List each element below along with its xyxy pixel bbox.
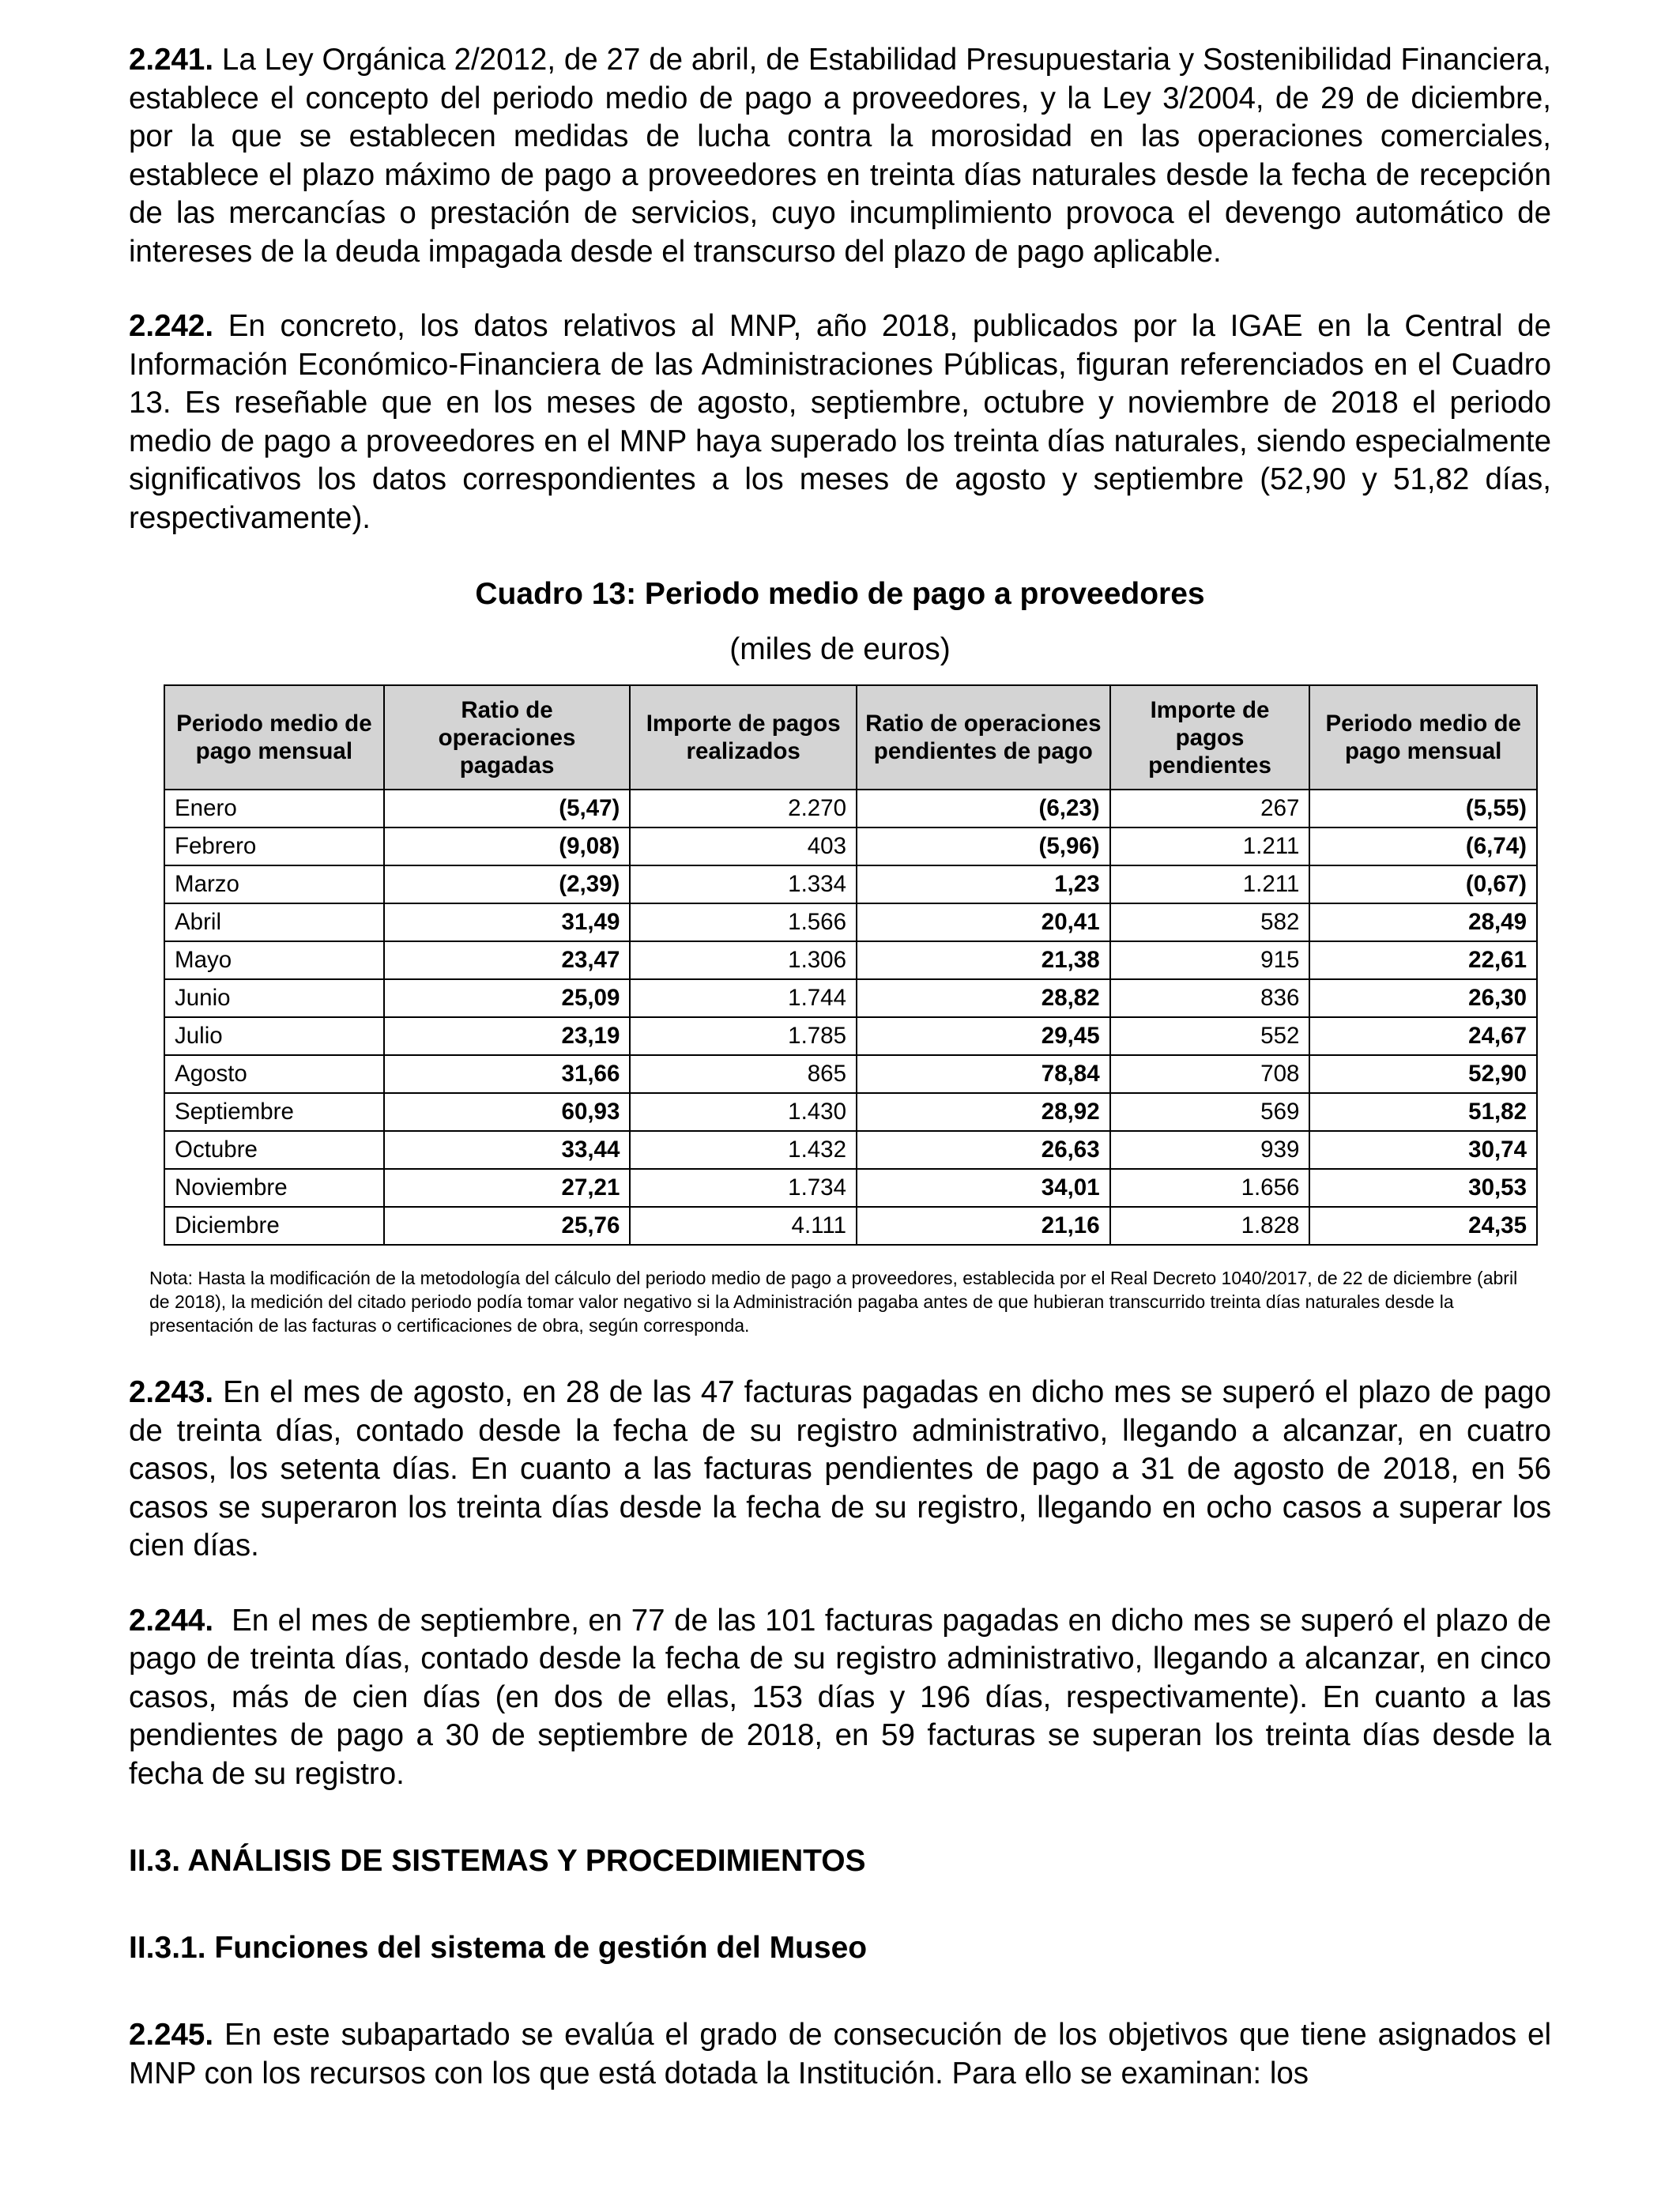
paragraph-2-241 xyxy=(129,41,1551,271)
paragraph-text: En el mes de septiembre, en 77 de las 101 facturas pagadas en dicho mes se superó el plazo de pago de treinta días, contado desde la fecha de su registro administrativo, llegando a alcanzar, en cinco casos, más de cien días (en dos de ellas, 153 días y 196 días, respectivamente). En cuanto a las pendientes de pago a 30 de septiembre de 2018, en 59 facturas se superan los treinta días desde la fecha de su registro. xyxy=(129,1603,1551,1791)
value-cell: 31,49 xyxy=(384,903,631,941)
month-cell: Septiembre xyxy=(164,1093,384,1131)
value-cell: 21,16 xyxy=(857,1207,1110,1245)
document-page xyxy=(129,41,1551,2093)
value-cell: 30,53 xyxy=(1309,1169,1537,1207)
table-row xyxy=(164,903,1537,941)
table-row xyxy=(164,941,1537,979)
paragraph-text: En este subapartado se evalúa el grado de consecución de los objetivos que tiene asignados el MNP con los recursos con los que está dotada la Institución. Para ello se examinan: los xyxy=(129,2018,1551,2090)
month-cell: Octubre xyxy=(164,1131,384,1169)
value-cell: 28,82 xyxy=(857,979,1110,1017)
value-cell: 26,30 xyxy=(1309,979,1537,1017)
value-cell: 939 xyxy=(1110,1131,1310,1169)
value-cell: 23,47 xyxy=(384,941,631,979)
paragraph-2-243 xyxy=(129,1374,1551,1566)
table-caption: Cuadro 13: Periodo medio de pago a proveedores xyxy=(475,577,1205,611)
value-cell: (5,55) xyxy=(1309,790,1537,827)
value-cell: 1.430 xyxy=(630,1093,857,1131)
table-note: Nota: Hasta la modificación de la metodología del cálculo del periodo medio de pago a proveedores, establecida por el Real Decreto 1040/2017, de 22 de diciembre (abril de 2018), la medición del citado periodo podía tomar valor negativo si la Administración pagaba antes de que hubieran transcurrido treinta días naturales desde la presentación de las facturas o certificaciones de obra, según corresponda. xyxy=(149,1268,1518,1336)
value-cell: 1.734 xyxy=(630,1169,857,1207)
value-cell: (6,74) xyxy=(1309,827,1537,865)
value-cell: 26,63 xyxy=(857,1131,1110,1169)
value-cell: 22,61 xyxy=(1309,941,1537,979)
table-row xyxy=(164,827,1537,865)
value-cell: 20,41 xyxy=(857,903,1110,941)
column-header: Periodo medio de pago mensual xyxy=(1309,685,1537,790)
month-cell: Febrero xyxy=(164,827,384,865)
value-cell: 4.111 xyxy=(630,1207,857,1245)
value-cell: (0,67) xyxy=(1309,865,1537,903)
value-cell: (9,08) xyxy=(384,827,631,865)
table-body xyxy=(164,790,1537,1245)
value-cell: 52,90 xyxy=(1309,1055,1537,1093)
value-cell: 1.566 xyxy=(630,903,857,941)
value-cell: 403 xyxy=(630,827,857,865)
value-cell: 865 xyxy=(630,1055,857,1093)
value-cell: 267 xyxy=(1110,790,1310,827)
paragraph-text: La Ley Orgánica 2/2012, de 27 de abril, de Estabilidad Presupuestaria y Sostenibilidad Financiera, establece el concepto del periodo medio de pago a proveedores, y la Ley 3/2004, de 29 de diciembre, por la que se establecen medidas de lucha contra la morosidad en las operaciones comerciales, establece el plazo máximo de pago a proveedores en treinta días naturales desde la fecha de recepción de las mercancías o prestación de servicios, cuyo incumplimiento provoca el devengo automático de intereses de la deuda impagada desde el transcurso del plazo de pago aplicable. xyxy=(129,43,1551,269)
value-cell: 569 xyxy=(1110,1093,1310,1131)
table-row xyxy=(164,1055,1537,1093)
paragraph-number: 2.241. xyxy=(129,43,214,77)
paragraph-2-242 xyxy=(129,307,1551,537)
column-header: Importe de pagos realizados xyxy=(630,685,857,790)
value-cell: 1.656 xyxy=(1110,1169,1310,1207)
table-row xyxy=(164,979,1537,1017)
value-cell: 1.211 xyxy=(1110,827,1310,865)
value-cell: (5,47) xyxy=(384,790,631,827)
table-row xyxy=(164,1169,1537,1207)
table-row xyxy=(164,1093,1537,1131)
month-cell: Enero xyxy=(164,790,384,827)
value-cell: 34,01 xyxy=(857,1169,1110,1207)
section-heading: II.3. ANÁLISIS DE SISTEMAS Y PROCEDIMIENTOS xyxy=(129,1844,866,1878)
value-cell: 1.744 xyxy=(630,979,857,1017)
value-cell: (6,23) xyxy=(857,790,1110,827)
value-cell: 915 xyxy=(1110,941,1310,979)
value-cell: 29,45 xyxy=(857,1017,1110,1055)
value-cell: 28,49 xyxy=(1309,903,1537,941)
value-cell: 28,92 xyxy=(857,1093,1110,1131)
paragraph-2-244 xyxy=(129,1602,1551,1794)
paragraph-text: En el mes de agosto, en 28 de las 47 facturas pagadas en dicho mes se superó el plazo de pago de treinta días, contado desde la fecha de su registro administrativo, llegando a alcanzar, en cuatro casos, los setenta días. En cuanto a las facturas pendientes de pago a 31 de agosto de 2018, en 56 casos se superaron los treinta días desde la fecha de su registro, llegando en ocho casos a superar los cien días. xyxy=(129,1375,1552,1563)
column-header: Periodo medio de pago mensual xyxy=(164,685,384,790)
column-header: Ratio de operaciones pendientes de pago xyxy=(857,685,1110,790)
paragraph-number: 2.245. xyxy=(129,2018,214,2052)
value-cell: 1.306 xyxy=(630,941,857,979)
value-cell: 24,35 xyxy=(1309,1207,1537,1245)
table-subcaption: (miles de euros) xyxy=(729,632,951,666)
value-cell: 60,93 xyxy=(384,1093,631,1131)
table-row xyxy=(164,1131,1537,1169)
value-cell: 51,82 xyxy=(1309,1093,1537,1131)
value-cell: 582 xyxy=(1110,903,1310,941)
table-row xyxy=(164,1017,1537,1055)
table-row xyxy=(164,865,1537,903)
table-row xyxy=(164,1207,1537,1245)
value-cell: 31,66 xyxy=(384,1055,631,1093)
paragraph-text: En concreto, los datos relativos al MNP, año 2018, publicados por la IGAE en la Central de Información Económico-Financiera de las Administraciones Públicas, figuran referenciados en el Cuadro 13. Es reseñable que en los meses de agosto, septiembre, octubre y noviembre de 2018 el periodo medio de pago a proveedores en el MNP haya superado los treinta días naturales, siendo especialmente significativos los datos correspondientes a los meses de agosto y septiembre (52,90 y 51,82 días, respectivamente). xyxy=(129,309,1551,535)
paragraph-number: 2.242. xyxy=(129,309,214,343)
value-cell: 30,74 xyxy=(1309,1131,1537,1169)
paragraph-number: 2.244. xyxy=(129,1603,214,1638)
value-cell: 21,38 xyxy=(857,941,1110,979)
value-cell: 1.334 xyxy=(630,865,857,903)
value-cell: 24,67 xyxy=(1309,1017,1537,1055)
month-cell: Diciembre xyxy=(164,1207,384,1245)
data-table xyxy=(164,684,1538,1246)
value-cell: (5,96) xyxy=(857,827,1110,865)
month-cell: Abril xyxy=(164,903,384,941)
value-cell: 836 xyxy=(1110,979,1310,1017)
value-cell: 2.270 xyxy=(630,790,857,827)
month-cell: Agosto xyxy=(164,1055,384,1093)
subsection-heading: II.3.1. Funciones del sistema de gestión del Museo xyxy=(129,1931,868,1965)
value-cell: 1.828 xyxy=(1110,1207,1310,1245)
value-cell: 23,19 xyxy=(384,1017,631,1055)
value-cell: 27,21 xyxy=(384,1169,631,1207)
month-cell: Mayo xyxy=(164,941,384,979)
value-cell: 33,44 xyxy=(384,1131,631,1169)
month-cell: Junio xyxy=(164,979,384,1017)
table-row xyxy=(164,790,1537,827)
value-cell: 25,76 xyxy=(384,1207,631,1245)
column-header: Importe de pagos pendientes xyxy=(1110,685,1310,790)
value-cell: 708 xyxy=(1110,1055,1310,1093)
column-header: Ratio de operaciones pagadas xyxy=(384,685,631,790)
value-cell: 1,23 xyxy=(857,865,1110,903)
value-cell: 1.785 xyxy=(630,1017,857,1055)
value-cell: 78,84 xyxy=(857,1055,1110,1093)
paragraph-number: 2.243. xyxy=(129,1375,214,1409)
month-cell: Noviembre xyxy=(164,1169,384,1207)
paragraph-2-245 xyxy=(129,2016,1551,2093)
value-cell: 1.432 xyxy=(630,1131,857,1169)
value-cell: 552 xyxy=(1110,1017,1310,1055)
value-cell: (2,39) xyxy=(384,865,631,903)
month-cell: Marzo xyxy=(164,865,384,903)
value-cell: 25,09 xyxy=(384,979,631,1017)
value-cell: 1.211 xyxy=(1110,865,1310,903)
month-cell: Julio xyxy=(164,1017,384,1055)
table-header-row xyxy=(164,685,1537,790)
